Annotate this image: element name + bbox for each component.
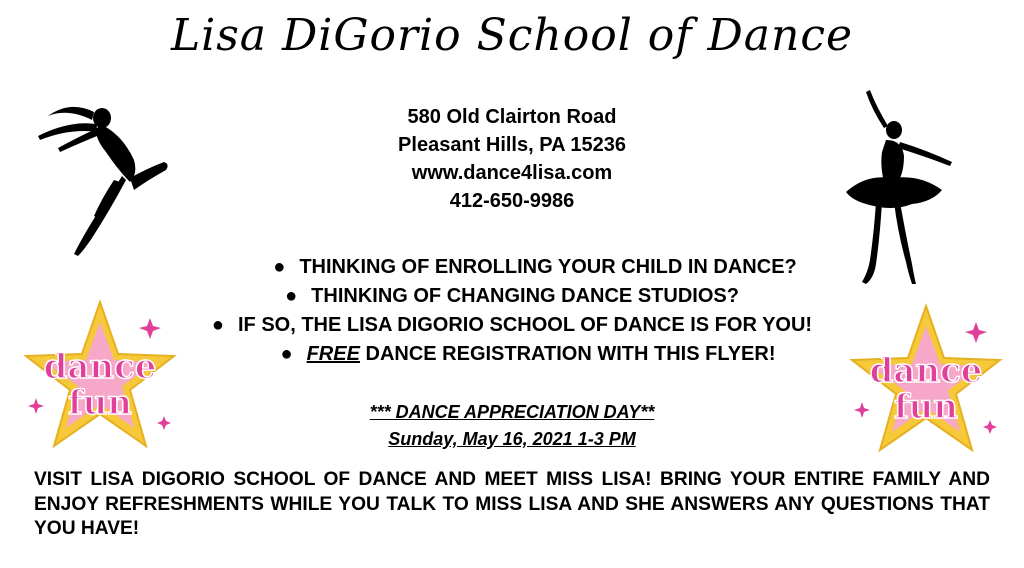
phone-number: 412-650-9986	[449, 190, 575, 212]
badge-word-fun: fun	[67, 383, 133, 423]
bullet-icon: ●	[280, 343, 293, 365]
free-emphasis: FREE	[306, 343, 360, 365]
bullet-icon: ●	[273, 256, 286, 278]
address-block	[312, 103, 712, 215]
leaping-dancer-silhouette	[30, 90, 170, 260]
bullet-list	[0, 253, 1024, 369]
list-item: ● THINKING OF CHANGING DANCE STUDIOS?	[0, 282, 1024, 311]
list-item: ● IF SO, THE LISA DIGORIO SCHOOL OF DANCE IS FOR YOU!	[0, 311, 1024, 340]
badge-word-dance: dance	[43, 347, 157, 387]
school-title: Lisa DiGorio School of Dance	[170, 10, 854, 61]
bullet-icon: ●	[211, 314, 224, 336]
event-block	[0, 399, 1024, 453]
badge-word-fun: fun	[893, 387, 959, 427]
event-date: Sunday, May 16, 2021 1-3 PM	[388, 429, 636, 449]
street-address: 580 Old Clairton Road	[407, 106, 617, 128]
list-item: ● THINKING OF ENROLLING YOUR CHILD IN DANCE?	[46, 253, 1024, 282]
list-item: ● FREE DANCE REGISTRATION WITH THIS FLYER!	[32, 340, 1024, 369]
city-state-zip: Pleasant Hills, PA 15236	[398, 134, 626, 156]
event-name: *** DANCE APPRECIATION DAY**	[369, 402, 655, 422]
badge-word-dance: dance	[869, 351, 983, 391]
website-link[interactable]: www.dance4lisa.com	[411, 162, 613, 184]
invitation-text: VISIT LISA DIGORIO SCHOOL OF DANCE AND MEET MISS LISA! BRING YOUR ENTIRE FAMILY AND ENJOY REFRESHMENTS WHILE YOU TALK TO MISS LISA AND SHE ANSWERS ANY QUESTIONS THAT YOU HAVE!	[34, 469, 990, 539]
bullet-icon: ●	[285, 285, 298, 307]
